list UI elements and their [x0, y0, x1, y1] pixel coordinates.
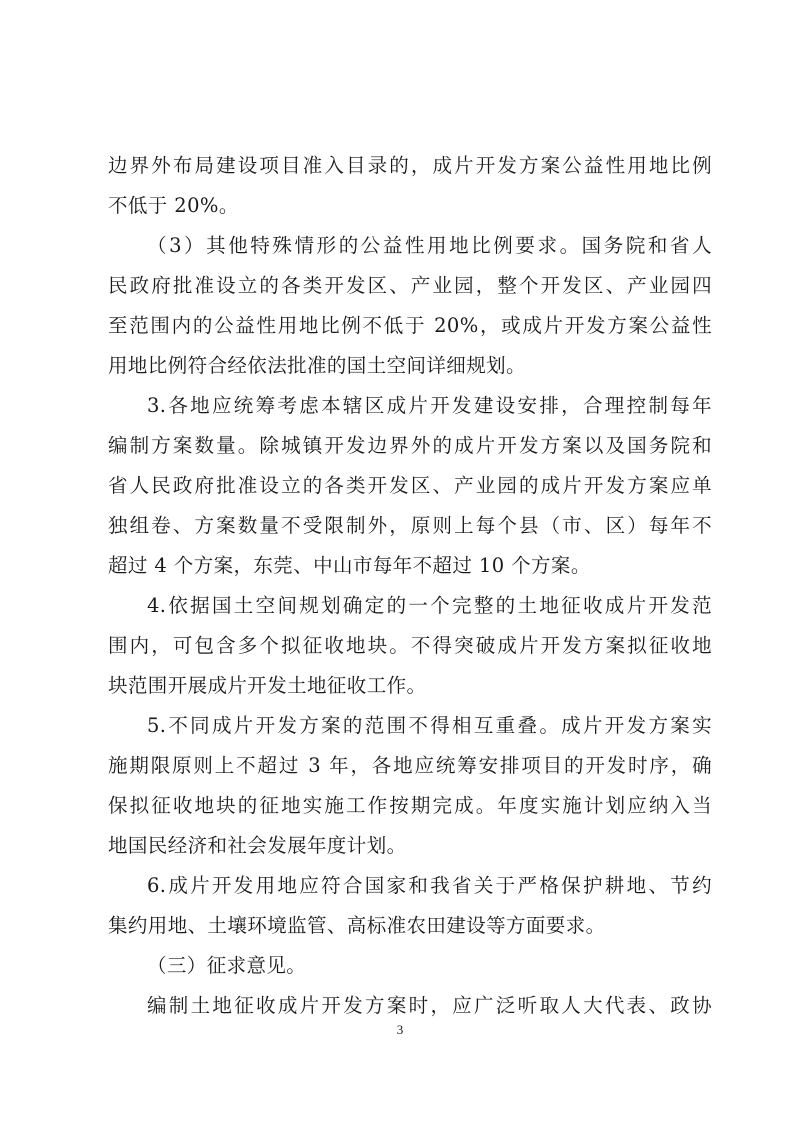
text-line: 用地比例符合经依法批准的国土空间详细规划。	[108, 354, 526, 377]
text-line: 民政府批准设立的各类开发区、产业园，整个开发区、产业园四	[108, 274, 712, 297]
text-line: （三）征求意见。	[147, 954, 307, 977]
text-line: 集约用地、土壤环境监管、高标准农田建设等方面要求。	[108, 914, 606, 937]
text-line: 边界外布局建设项目准入目录的，成片开发方案公益性用地比例	[108, 154, 712, 177]
text-line: 编制土地征收成片开发方案时，应广泛听取人大代表、政协	[147, 994, 712, 1017]
text-line: 4.依据国土空间规划确定的一个完整的土地征收成片开发范	[147, 594, 712, 617]
text-line: （3）其他特殊情形的公益性用地比例要求。国务院和省人	[147, 234, 712, 257]
text-line: 保拟征收地块的征地实施工作按期完成。年度实施计划应纳入当	[108, 794, 712, 817]
text-line: 不低于 20%。	[108, 194, 239, 217]
text-line: 省人民政府批准设立的各类开发区、产业园的成片开发方案应单	[108, 474, 712, 497]
text-line: 围内，可包含多个拟征收地块。不得突破成片开发方案拟征收地	[108, 634, 712, 657]
page-number: 3	[396, 1022, 404, 1037]
text-line: 3.各地应统筹考虑本辖区成片开发建设安排，合理控制每年	[147, 394, 712, 417]
text-line: 块范围开展成片开发土地征收工作。	[108, 674, 427, 697]
text-line: 地国民经济和社会发展年度计划。	[108, 834, 407, 857]
body-text	[108, 146, 712, 1026]
text-line: 至范围内的公益性用地比例不低于 20%，或成片开发方案公益性	[108, 314, 712, 337]
text-line: 编制方案数量。除城镇开发边界外的成片开发方案以及国务院和	[108, 434, 712, 457]
text-line: 6.成片开发用地应符合国家和我省关于严格保护耕地、节约	[147, 874, 712, 897]
text-line: 施期限原则上不超过 3 年，各地应统筹安排项目的开发时序，确	[108, 754, 712, 777]
text-line: 5.不同成片开发方案的范围不得相互重叠。成片开发方案实	[147, 714, 712, 737]
text-line: 独组卷、方案数量不受限制外，原则上每个县（市、区）每年不	[108, 514, 712, 537]
text-line: 超过 4 个方案，东莞、中山市每年不超过 10 个方案。	[108, 554, 591, 577]
